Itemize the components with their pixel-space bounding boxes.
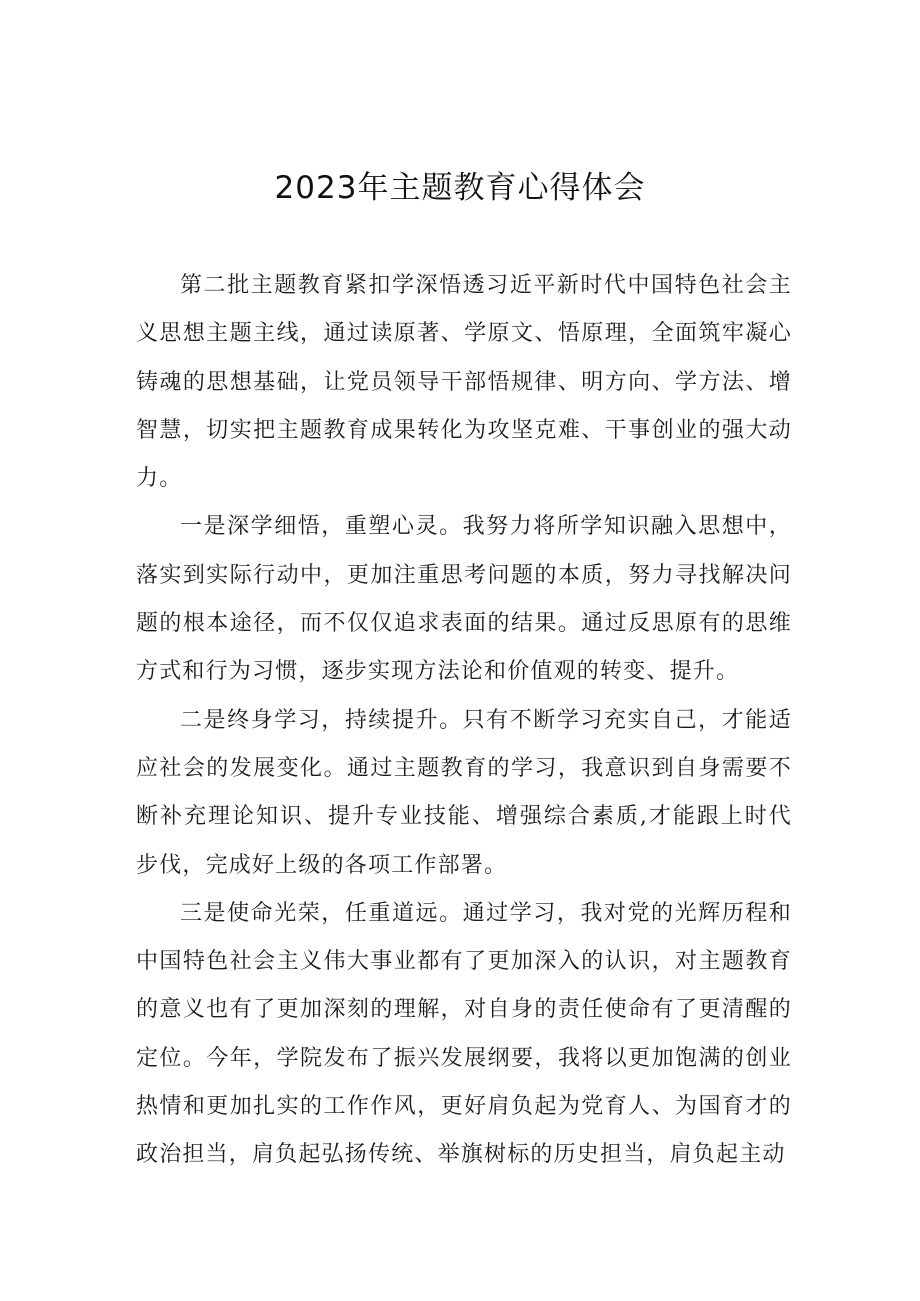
paragraph-point-three: 三是使命光荣，任重道远。通过学习，我对党的光辉历程和中国特色社会主义伟大事业都有了更加深入的认识，对主题教育的意义也有了更加深刻的理解，对自身的责任使命有了更清醒的定位。今年，学院发布了振兴发展纲要，我将以更加饱满的创业热情和更加扎实的工作作风，更好肩负起为党育人、为国育才的政治担当，肩负起弘扬传统、举旗树标的历史担当，肩负起主动 bbox=[136, 900, 792, 1168]
document-body bbox=[136, 262, 792, 1180]
document-title: 2023年主题教育心得体会 bbox=[274, 170, 646, 206]
paragraph-point-two: 二是终身学习，持续提升。只有不断学习充实自己，才能适应社会的发展变化。通过主题教育的学习，我意识到自身需要不断补充理论知识、提升专业技能、增强综合素质,才能跟上时代步伐，完成好上级的各项工作部署。 bbox=[136, 707, 792, 878]
paragraph-intro: 第二批主题教育紧扣学深悟透习近平新时代中国特色社会主义思想主题主线，通过读原著、学原文、悟原理，全面筑牢凝心铸魂的思想基础，让党员领导干部悟规律、明方向、学方法、增智慧，切实把主题教育成果转化为攻坚克难、干事创业的强大动力。 bbox=[136, 273, 792, 492]
paragraph-point-one: 一是深学细悟，重塑心灵。我努力将所学知识融入思想中，落实到实际行动中，更加注重思考问题的本质，努力寻找解决问题的根本途径，而不仅仅追求表面的结果。通过反思原有的思维方式和行为习惯，逐步实现方法论和价值观的转变、提升。 bbox=[136, 514, 792, 685]
